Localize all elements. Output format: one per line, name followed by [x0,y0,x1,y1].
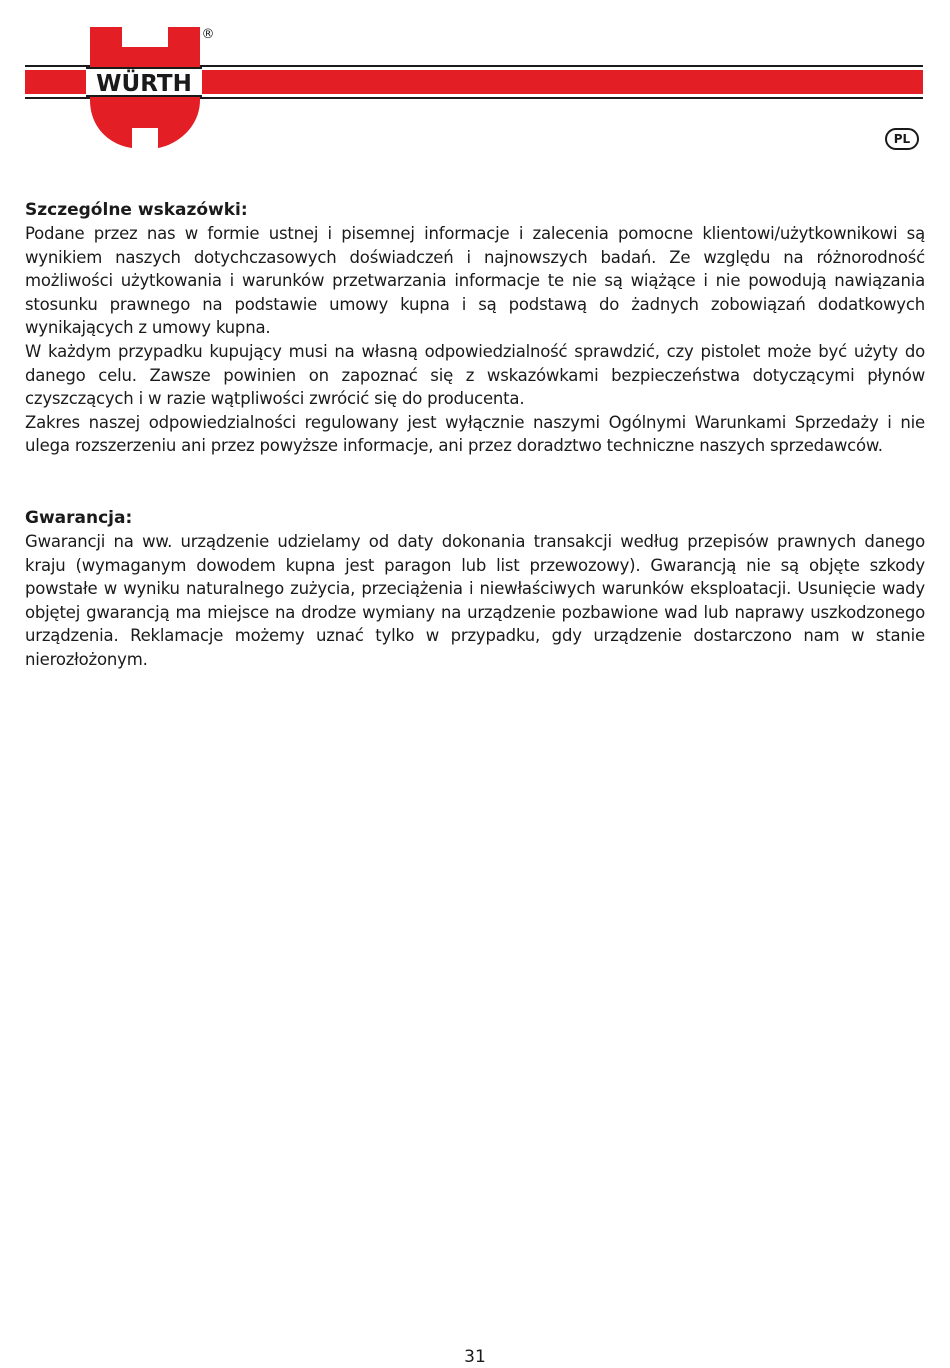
section-title: Szczególne wskazówki: [25,200,248,220]
section-special-notes [25,198,925,458]
paragraph: Gwarancji na ww. urządzenie udzielamy od daty dokonania transakcji według przepisów prawnych danego kraju (wymaganym dowodem kupna jest paragon lub list przewozowy). Gwarancją nie są objęte szkody powstałe w wyniku naturalnego zużycia, przeciążenia i niewłaściwych warunków eksploatacji. Usunięcie wady objętej gwarancją ma miejsce na drodze wymiany na urządzenie pozbawione wad lub naprawy uszkodzonego urządzenia. Reklamacje możemy uznać tylko w przypadku, gdy urządzenie dostarczono nam w stanie nierozłożonym. [25,531,925,669]
section-title: Gwarancja: [25,507,133,528]
document-body [25,198,925,672]
page-number: 31 [464,1347,486,1367]
registered-mark: ® [201,27,215,42]
paragraph: Podane przez nas w formie ustnej i pisemnej informacje i zalecenia pomocne klientowi/użytkownikowi są wynikiem naszych dotychczasowych doświadczeń i najnowszych badań. Ze względu na różnorodność możliwości użytkowania i warunków przetwarzania informacje te nie są wiążące i nie powodują nawiązania stosunku prawnego na podstawie umowy kupna i są podstawą do żadnych zobowiązań dodatkowych wynikających z umowy kupna. [25,224,925,338]
wurth-logo-banner [0,0,950,160]
page-header [0,0,950,160]
section-warranty [25,506,925,672]
paragraph: Zakres naszej odpowiedzialności regulowany jest wyłącznie naszymi Ogólnymi Warunkami Sprzedaży i nie ulega rozszerzeniu ani przez powyższe informacje, ani przez doradztwo techniczne naszych sprzedawców. [25,412,925,456]
logo-text: WÜRTH [96,71,192,97]
language-badge: PL [885,128,919,150]
paragraph: W każdym przypadku kupujący musi na własną odpowiedzialność sprawdzić, czy pistolet może być użyty do danego celu. Zawsze powinien on zapoznać się z wskazówkami bezpieczeństwa dotyczącymi płynów czyszczących i w razie wątpliwości zwrócić się do producenta. [25,341,925,409]
